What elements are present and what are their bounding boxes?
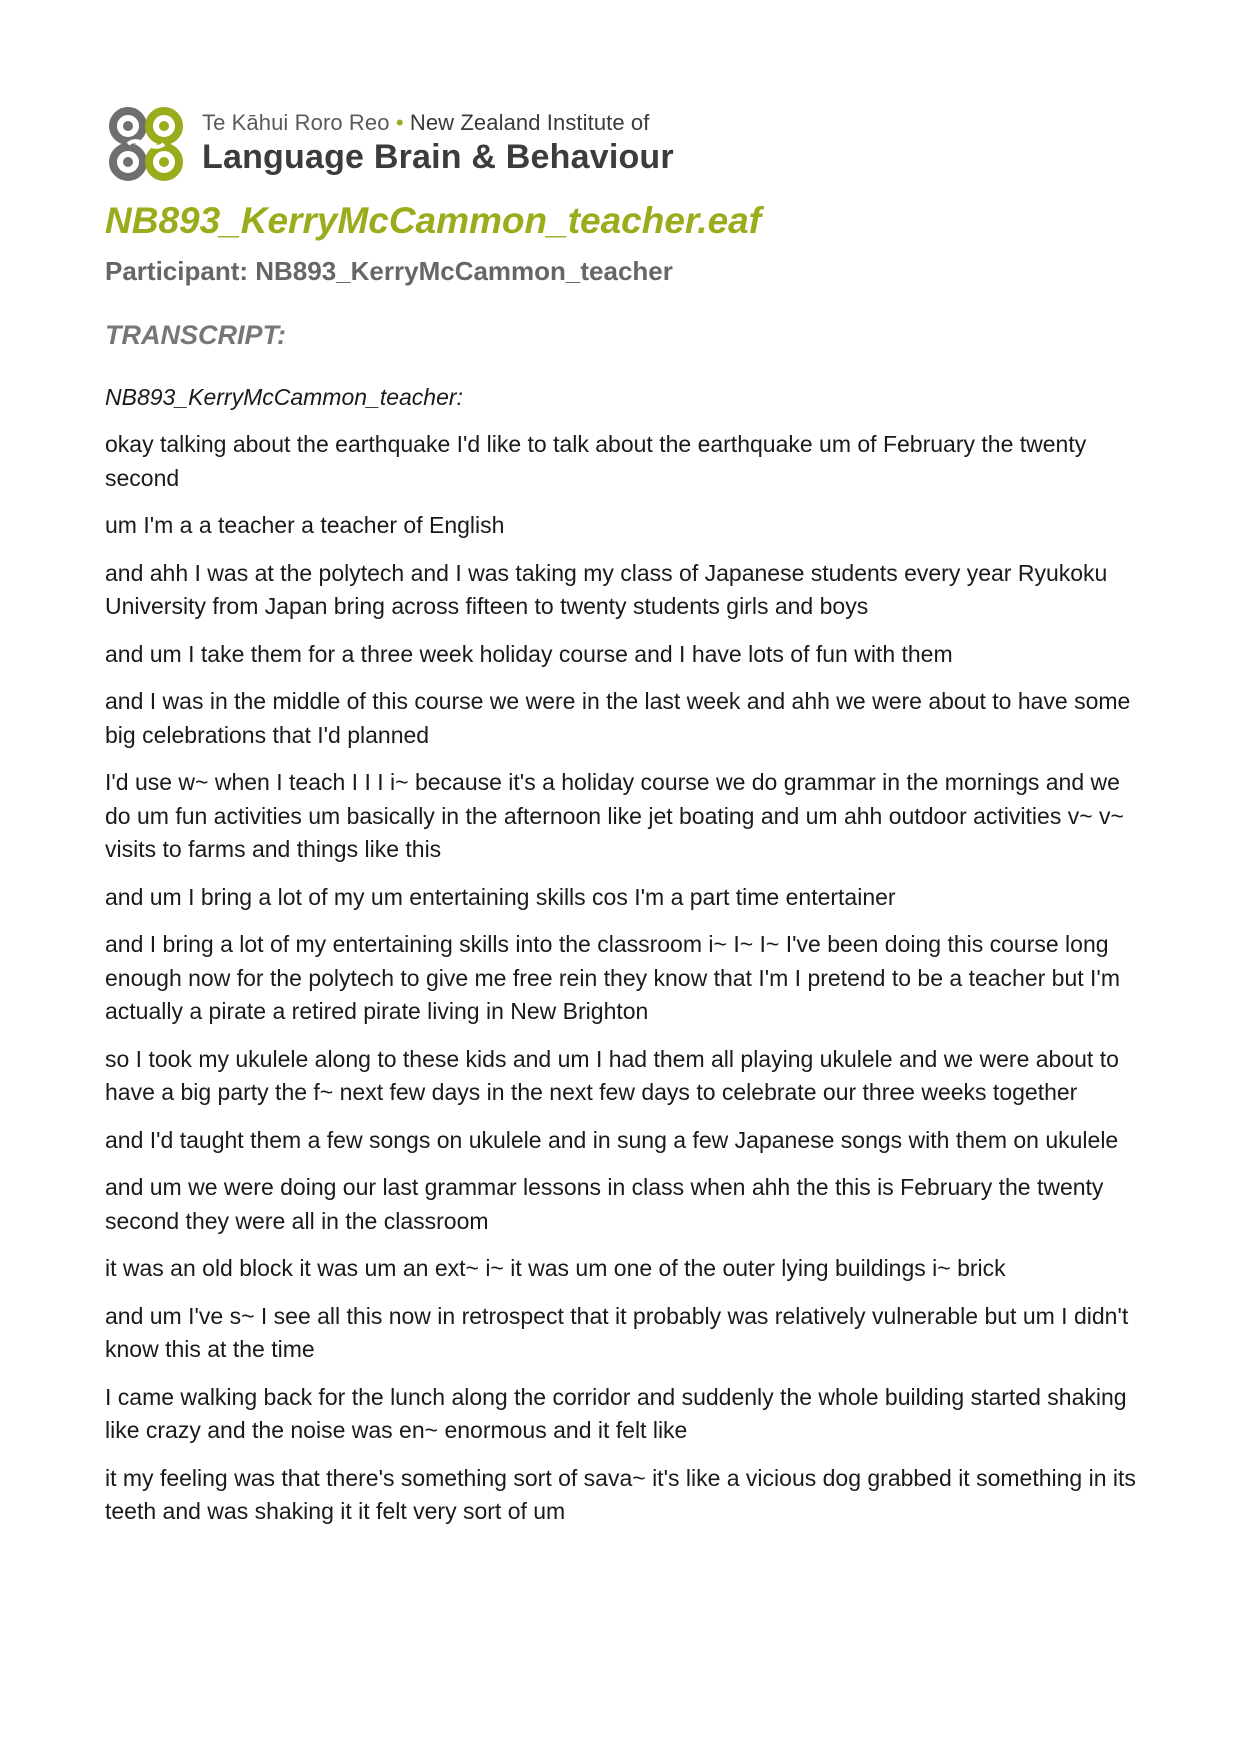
utterance-list bbox=[105, 428, 1145, 1543]
document-title: NB893_KerryMcCammon_teacher.eaf bbox=[105, 200, 762, 241]
participant-label: Participant: NB893_KerryMcCammon_teacher bbox=[105, 256, 673, 286]
utterance: and ahh I was at the polytech and I was taking my class of Japanese students every year Ryukoku University from Japan bring across fifteen to twenty students girls and boys bbox=[105, 559, 1108, 619]
utterance: and um we were doing our last grammar lessons in class when ahh the this is February the twenty second they were all in the classroom bbox=[105, 1174, 1104, 1234]
utterance: and um I take them for a three week holiday course and I have lots of fun with them bbox=[105, 640, 953, 667]
utterance: and I was in the middle of this course we were in the last week and ahh we were about to have some big celebrations that I'd planned bbox=[105, 688, 1131, 748]
koru-logo-icon bbox=[106, 104, 186, 184]
utterance: um I'm a a teacher a teacher of English bbox=[105, 512, 505, 538]
logo-institute-prefix: New Zealand Institute of bbox=[409, 110, 650, 135]
utterance: it was an old block it was um an ext~ i~ it was um one of the outer lying buildings i~ brick bbox=[105, 1255, 1006, 1281]
utterance: I'd use w~ when I teach I I I i~ because it's a holiday course we do grammar in the mornings and we do um fun activities um basically in the afternoon like jet boating and um ahh outdoor activities v~ v~ visits to farms and things like this bbox=[105, 769, 1124, 862]
speaker-label: NB893_KerryMcCammon_teacher: bbox=[105, 384, 463, 410]
utterance: and um I've s~ I see all this now in retrospect that it probably was relatively vulnerable but um I didn't know this at the time bbox=[105, 1302, 1129, 1362]
logo-maori-name: Te Kāhui Roro Reo bbox=[202, 110, 390, 135]
logo-separator: • bbox=[395, 110, 404, 135]
logo-institute-name: Language Brain & Behaviour bbox=[202, 138, 674, 176]
utterance: I came walking back for the lunch along the corridor and suddenly the whole building started shaking like crazy and the noise was en~ enormous and it felt like bbox=[105, 1383, 1127, 1443]
institute-logo bbox=[106, 104, 674, 184]
transcript-heading: TRANSCRIPT: bbox=[105, 320, 286, 350]
logo-subtitle bbox=[202, 110, 650, 136]
utterance: it my feeling was that there's something sort of sava~ it's like a vicious dog grabbed it something in its teeth and was shaking it it felt very sort of um bbox=[105, 1464, 1136, 1524]
utterance: and um I bring a lot of my um entertaining skills cos I'm a part time entertainer bbox=[105, 883, 896, 910]
utterance: and I'd taught them a few songs on ukulele and in sung a few Japanese songs with them on ukulele bbox=[105, 1126, 1119, 1153]
utterance: okay talking about the earthquake I'd like to talk about the earthquake um of February the twenty second bbox=[105, 431, 1087, 491]
utterance: and I bring a lot of my entertaining skills into the classroom i~ I~ I~ I've been doing this course long enough now for the polytech to give me free rein they know that I'm I pretend to be a teacher but I'm actually a pirate a retired pirate living in New Brighton bbox=[105, 931, 1120, 1024]
utterance: so I took my ukulele along to these kids and um I had them all playing ukulele and we were about to have a big party the f~ next few days in the next few days to celebrate our three weeks together bbox=[105, 1045, 1119, 1105]
